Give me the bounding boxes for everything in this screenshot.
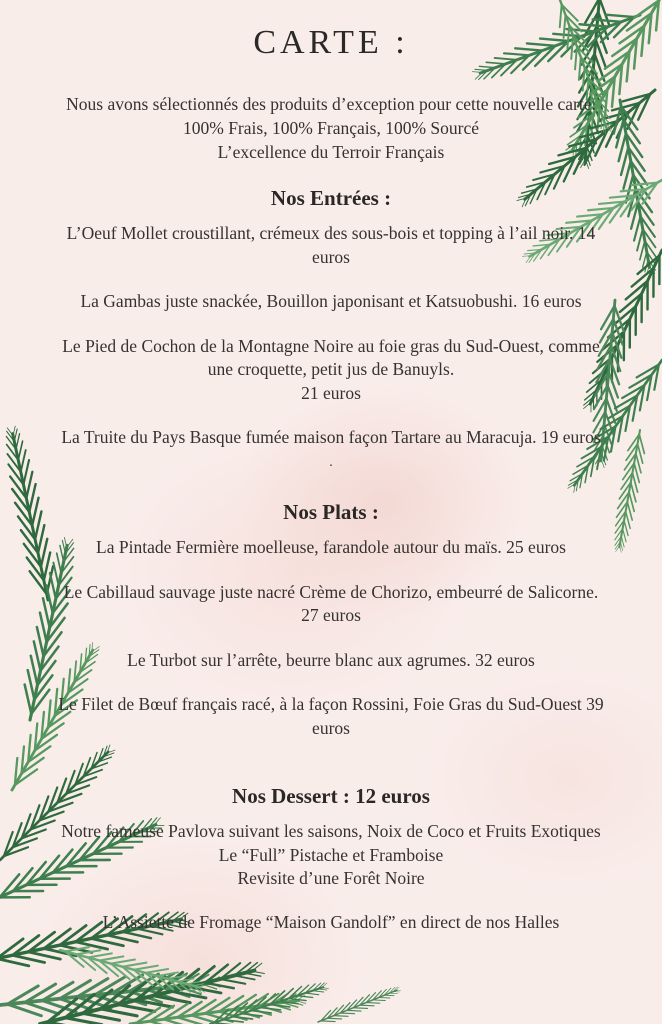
menu-item-gambas: La Gambas juste snackée, Bouillon japonisant et Katsuobushi. 16 euros (80, 291, 582, 312)
section-heading-desserts: Nos Dessert : 12 euros (232, 784, 430, 809)
menu-item-assiette-fromage: L’Assiette de Fromage “Maison Gandolf” en direct de nos Halles (102, 912, 560, 933)
section-entrees (54, 186, 608, 470)
menu-item-pavlova: Notre fameuse Pavlova suivant les saisons, Noix de Coco et Fruits Exotiques (61, 821, 601, 842)
menu-item-pied-de-cochon (54, 335, 608, 405)
section-heading-plats: Nos Plats : (283, 500, 379, 525)
menu-item-oeuf-mollet: L’Oeuf Mollet croustillant, crémeux des sous-bois et topping à l’ail noir. 14 euros (66, 223, 596, 267)
menu-item-text: Le Pied de Cochon de la Montagne Noire au foie gras du Sud-Ouest, comme une croquette, petit jus de Banuyls. (62, 335, 600, 380)
menu-item-price: 21 euros (301, 382, 361, 403)
menu-item-foret-noire: Revisite d’une Forêt Noire (237, 867, 425, 888)
intro-paragraph (54, 92, 608, 164)
menu-item-filet-de-boeuf: Le Filet de Bœuf français racé, à la façon Rossini, Foie Gras du Sud-Ouest 39 euros (58, 694, 604, 738)
section-desserts (54, 784, 608, 935)
section-plats (54, 500, 608, 740)
menu-item-truite: La Truite du Pays Basque fumée maison façon Tartare au Maracuja. 19 euros (61, 427, 601, 448)
menu-item-cabillaud: Le Cabillaud sauvage juste nacré Crème de Chorizo, embeurré de Salicorne. 27 euros (63, 581, 599, 626)
section-heading-entrees: Nos Entrées : (270, 186, 392, 211)
page-title: CARTE : (253, 24, 409, 61)
intro-line-2: L’excellence du Terroir Français (217, 142, 445, 163)
menu-item-turbot: Le Turbot sur l’arrête, beurre blanc aux agrumes. 32 euros (127, 649, 535, 670)
menu-item-dot: . (329, 455, 333, 471)
intro-line-1: Nous avons sélectionnés des produits d’exception pour cette nouvelle carte. 100% Frais, 100% Français, 100% Sourcé (66, 94, 596, 139)
menu-item-pintade: La Pintade Fermière moelleuse, farandole autour du maïs. 25 euros (96, 537, 566, 558)
menu-item-full-pistache: Le “Full” Pistache et Framboise (218, 844, 444, 865)
